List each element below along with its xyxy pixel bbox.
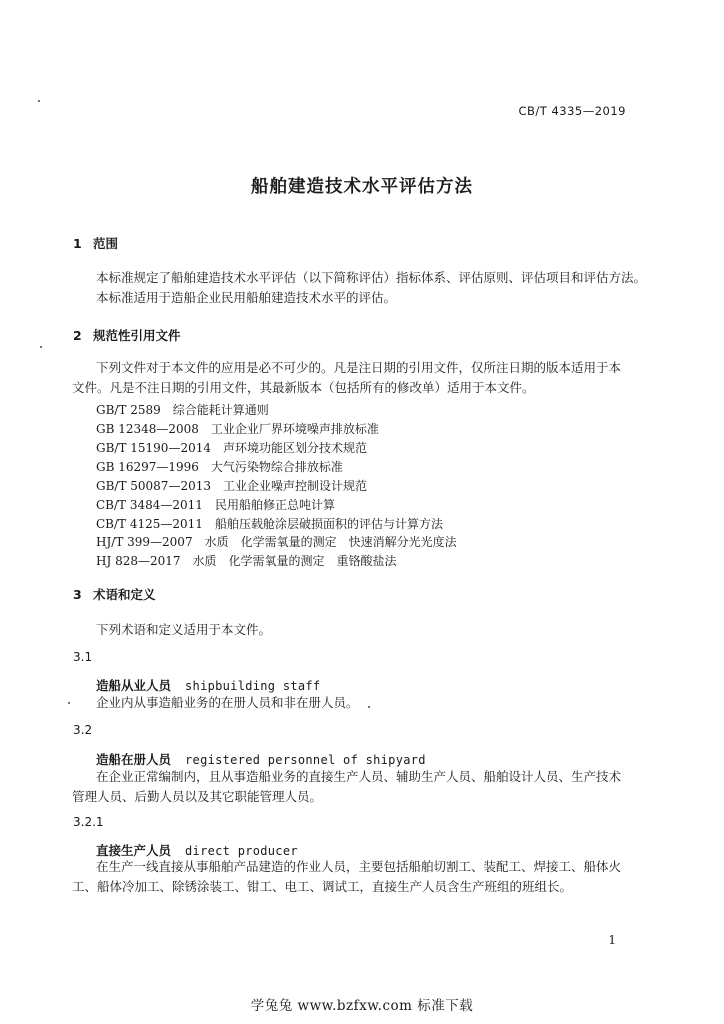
normative-reference: GB/T 50087—2013 工业企业噪声控制设计规范 <box>96 479 367 493</box>
term-entry <box>96 750 426 768</box>
paragraph: 下列文件对于本文件的应用是必不可少的。凡是注日期的引用文件，仅所注日期的版本适用于本文件。凡是不注日期的引用文件，其最新版本（包括所有的修改单）适用于本文件。 <box>72 360 622 395</box>
section-title: 范围 <box>93 236 119 251</box>
footer-watermark: 学兔兔 www.bzfxw.com 标准下载 <box>250 998 474 1014</box>
normative-reference: GB 16297—1996 大气污染物综合排放标准 <box>96 460 343 474</box>
term-chinese: 造船在册人员 <box>96 752 172 767</box>
section-3-heading <box>73 585 156 603</box>
normative-reference: GB/T 2589 综合能耗计算通则 <box>96 403 269 417</box>
section-2-heading <box>73 326 181 344</box>
term-english: shipbuilding staff <box>185 679 321 693</box>
clause-number: 3.1 <box>73 650 93 664</box>
normative-reference: CB/T 3484—2011 民用船舶修正总吨计算 <box>96 498 335 512</box>
term-definition: 企业内从事造船业务的在册人员和非在册人员。 <box>96 695 359 710</box>
term-definition: 在企业正常编制内，且从事造船业务的直接生产人员、辅助生产人员、船舶设计人员、生产技术管理人员、后勤人员以及其它职能管理人员。 <box>72 769 622 804</box>
section-title: 术语和定义 <box>93 587 156 602</box>
normative-reference: HJ 828—2017 水质 化学需氧量的测定 重铬酸盐法 <box>96 554 397 568</box>
term-chinese: 直接生产人员 <box>96 843 172 858</box>
term-chinese: 造船从业人员 <box>96 678 172 693</box>
scan-speck <box>38 100 40 102</box>
term-english: registered personnel of shipyard <box>185 753 426 767</box>
page-number: 1 <box>608 933 616 947</box>
paragraph: 下列术语和定义适用于本文件。 <box>96 622 272 637</box>
section-title: 规范性引用文件 <box>93 328 181 343</box>
section-number: 1 <box>73 236 82 251</box>
scan-speck <box>40 346 42 348</box>
term-definition: 在生产一线直接从事船舶产品建造的作业人员，主要包括船舶切割工、装配工、焊接工、船体火工、船体冷加工、除锈涂装工、钳工、电工、调试工，直接生产人员含生产班组的班组长。 <box>72 859 622 894</box>
term-english: direct producer <box>185 844 298 858</box>
paragraph: 本标准适用于造船企业民用船舶建造技术水平的评估。 <box>96 290 397 305</box>
section-1-heading <box>73 234 118 252</box>
scan-speck <box>68 702 70 704</box>
term-entry <box>96 676 320 694</box>
clause-number: 3.2.1 <box>73 815 104 829</box>
standard-code: CB/T 4335—2019 <box>518 104 626 118</box>
document-title: 船舶建造技术水平评估方法 <box>251 177 473 197</box>
section-number: 3 <box>73 587 82 602</box>
paragraph: 本标准规定了船舶建造技术水平评估（以下简称评估）指标体系、评估原则、评估项目和评估方法。 <box>96 270 647 285</box>
clause-number: 3.2 <box>73 723 93 737</box>
section-number: 2 <box>73 328 82 343</box>
normative-reference: CB/T 4125—2011 船舶压载舱涂层破损面积的评估与计算方法 <box>96 517 443 531</box>
normative-reference: HJ/T 399—2007 水质 化学需氧量的测定 快速消解分光光度法 <box>96 535 457 549</box>
normative-reference: GB 12348—2008 工业企业厂界环境噪声排放标准 <box>96 422 379 436</box>
scan-speck <box>368 706 370 708</box>
normative-reference: GB/T 15190—2014 声环境功能区划分技术规范 <box>96 441 367 455</box>
